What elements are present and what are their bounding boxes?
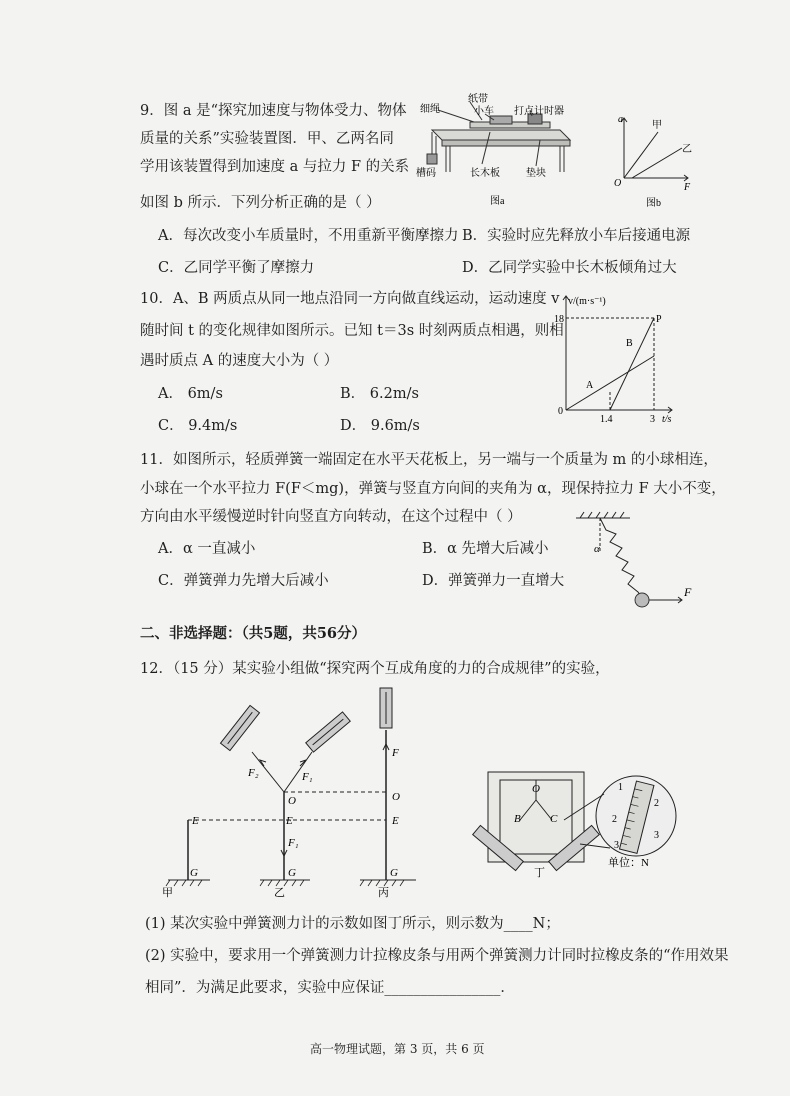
q10-xlabel: t/s (662, 414, 672, 425)
axis-f: F (684, 182, 691, 193)
q10-option-a: A． 6m/s (158, 386, 223, 402)
q12-label-g-bing: G (390, 867, 398, 879)
origin-o: O (614, 178, 622, 189)
q12-intro: 12．（15 分）某实验小组做“探究两个互成角度的力的合成规律”的实验， (140, 661, 610, 677)
q9-option-c: C．乙同学平衡了摩擦力 (158, 260, 315, 276)
q9-line-3: 学用该装置得到加速度 a 与拉力 F 的关系 (140, 159, 410, 175)
q12-label-e-jia: E (192, 815, 199, 827)
q10-option-d: D． 9.6m/s (340, 418, 420, 434)
q12-label-f2: F₂ (248, 767, 259, 779)
q11-force-f: F (684, 585, 692, 599)
section-2-title: 二、非选择题：（共5题，共56分） (140, 625, 367, 642)
q10-option-c: C． 9.4m/s (158, 418, 238, 434)
q9-option-a: A．每次改变小车质量时，不用重新平衡摩擦力 (158, 228, 459, 244)
q12-unit: 单位：N (608, 857, 649, 869)
q12-label-o-ding: O (532, 783, 540, 795)
q12-caption-yi: 乙 (274, 887, 285, 899)
q12-label-e-yi: E (286, 815, 293, 827)
q11-line-2: 小球在一个水平拉力 F(F＜mg)，弹簧与竖直方向间的夹角为 α，现保持拉力 F 大小不变， (140, 481, 726, 497)
axis-a: a (618, 114, 623, 125)
q12-scale-2b: 2 (612, 814, 617, 825)
q12-sub-2-line-1: (2) 实验中，要求用一个弹簧测力计拉橡皮条与用两个弹簧测力计同时拉橡皮条的“作用效果 (145, 948, 729, 964)
q12-label-f1-top: F₁ (302, 771, 313, 783)
q9-line-1: 9．图 a 是“探究加速度与物体受力、物体 (140, 103, 407, 119)
label-board: 长木板 (470, 168, 500, 179)
q10-line-3: 遇时质点 A 的速度大小为（ ） (140, 353, 339, 369)
q12-label-f: F (392, 747, 399, 759)
label-timer: 打点计时器 (514, 106, 564, 117)
q12-label-g-jia: G (190, 867, 198, 879)
q10-line-2: 随时间 t 的变化规律如图所示。已知 t＝3s 时刻两质点相遇，则相 (140, 323, 564, 339)
q12-label-c: C (550, 813, 558, 825)
q12-label-f1-bottom: F₁ (288, 837, 299, 849)
q9-option-d: D．乙同学实验中长木板倾角过大 (462, 260, 677, 276)
q12-caption-bing: 丙 (378, 887, 389, 899)
q9-line-2: 质量的关系”实验装置图．甲、乙两名同 (140, 131, 394, 147)
q12-scale-2a: 2 (654, 798, 659, 809)
label-car: 小车 (474, 106, 494, 117)
label-tape: 纸带 (468, 94, 488, 105)
q11-option-a: A．α 一直减小 (158, 541, 256, 557)
q12-label-g-yi: G (288, 867, 296, 879)
label-weight: 槽码 (416, 168, 436, 179)
q12-label-e-bing: E (392, 815, 399, 827)
label-yi: 乙 (682, 144, 692, 155)
q9-apparatus-figure (410, 92, 580, 210)
q12-figures (160, 680, 730, 906)
q11-angle-alpha: α (594, 543, 600, 555)
q10-ylabel: v/(m·s⁻¹) (568, 296, 606, 307)
q10-y-tick-18: 18 (554, 314, 564, 325)
q11-option-c: C．弹簧弹力先增大后减小 (158, 573, 329, 589)
q12-sub-1: (1) 某次实验中弹簧测力计的示数如图丁所示，则示数为____N； (145, 916, 560, 932)
q11-option-d: D．弹簧弹力一直增大 (422, 573, 565, 589)
q12-caption-ding: 丁 (534, 867, 545, 879)
q10-option-b: B． 6.2m/s (340, 386, 419, 402)
q10-velocity-graph (556, 288, 686, 434)
q11-spring-figure (570, 512, 700, 616)
q12-caption-jia: 甲 (162, 887, 173, 899)
q12-label-b: B (514, 813, 521, 825)
page-footer: 高一物理试题，第 3 页，共 6 页 (310, 1042, 485, 1056)
q9-line-4: 如图 b 所示．下列分析正确的是（ ） (140, 195, 381, 211)
label-block: 垫块 (526, 168, 546, 179)
q11-line-3: 方向由水平缓慢逆时针向竖直方向转动，在这个过程中（ ） (140, 509, 522, 525)
q10-x-tick-3: 3 (650, 414, 655, 425)
q10-origin: 0 (558, 406, 563, 417)
q12-scale-3b: 3 (614, 840, 619, 851)
label-rope: 细绳 (420, 104, 440, 115)
q11-line-1: 11．如图所示，轻质弹簧一端固定在水平天花板上，另一端与一个质量为 m 的小球相连， (140, 452, 718, 468)
q12-scale-1: 1 (618, 782, 623, 793)
q10-line-1: 10．A、B 两质点从同一地点沿同一方向做直线运动，运动速度 v (140, 291, 560, 307)
caption-fig-b: 图b (646, 198, 661, 209)
caption-fig-a: 图a (490, 196, 505, 207)
q9-graph-b (606, 112, 702, 210)
q12-label-o-bing: O (392, 791, 400, 803)
q10-line-a-label: A (586, 380, 594, 391)
q9-option-b: B．实验时应先释放小车后接通电源 (462, 228, 691, 244)
q12-sub-2-line-2: 相同”．为满足此要求，实验中应保证________________． (145, 980, 515, 996)
q12-scale-3a: 3 (654, 830, 659, 841)
label-jia: 甲 (652, 120, 662, 131)
q10-point-p: P (656, 314, 662, 325)
q11-option-b: B．α 先增大后减小 (422, 541, 549, 557)
q10-x-tick-14: 1.4 (600, 414, 613, 425)
q10-line-b-label: B (626, 338, 633, 349)
q12-label-o-yi: O (288, 795, 296, 807)
